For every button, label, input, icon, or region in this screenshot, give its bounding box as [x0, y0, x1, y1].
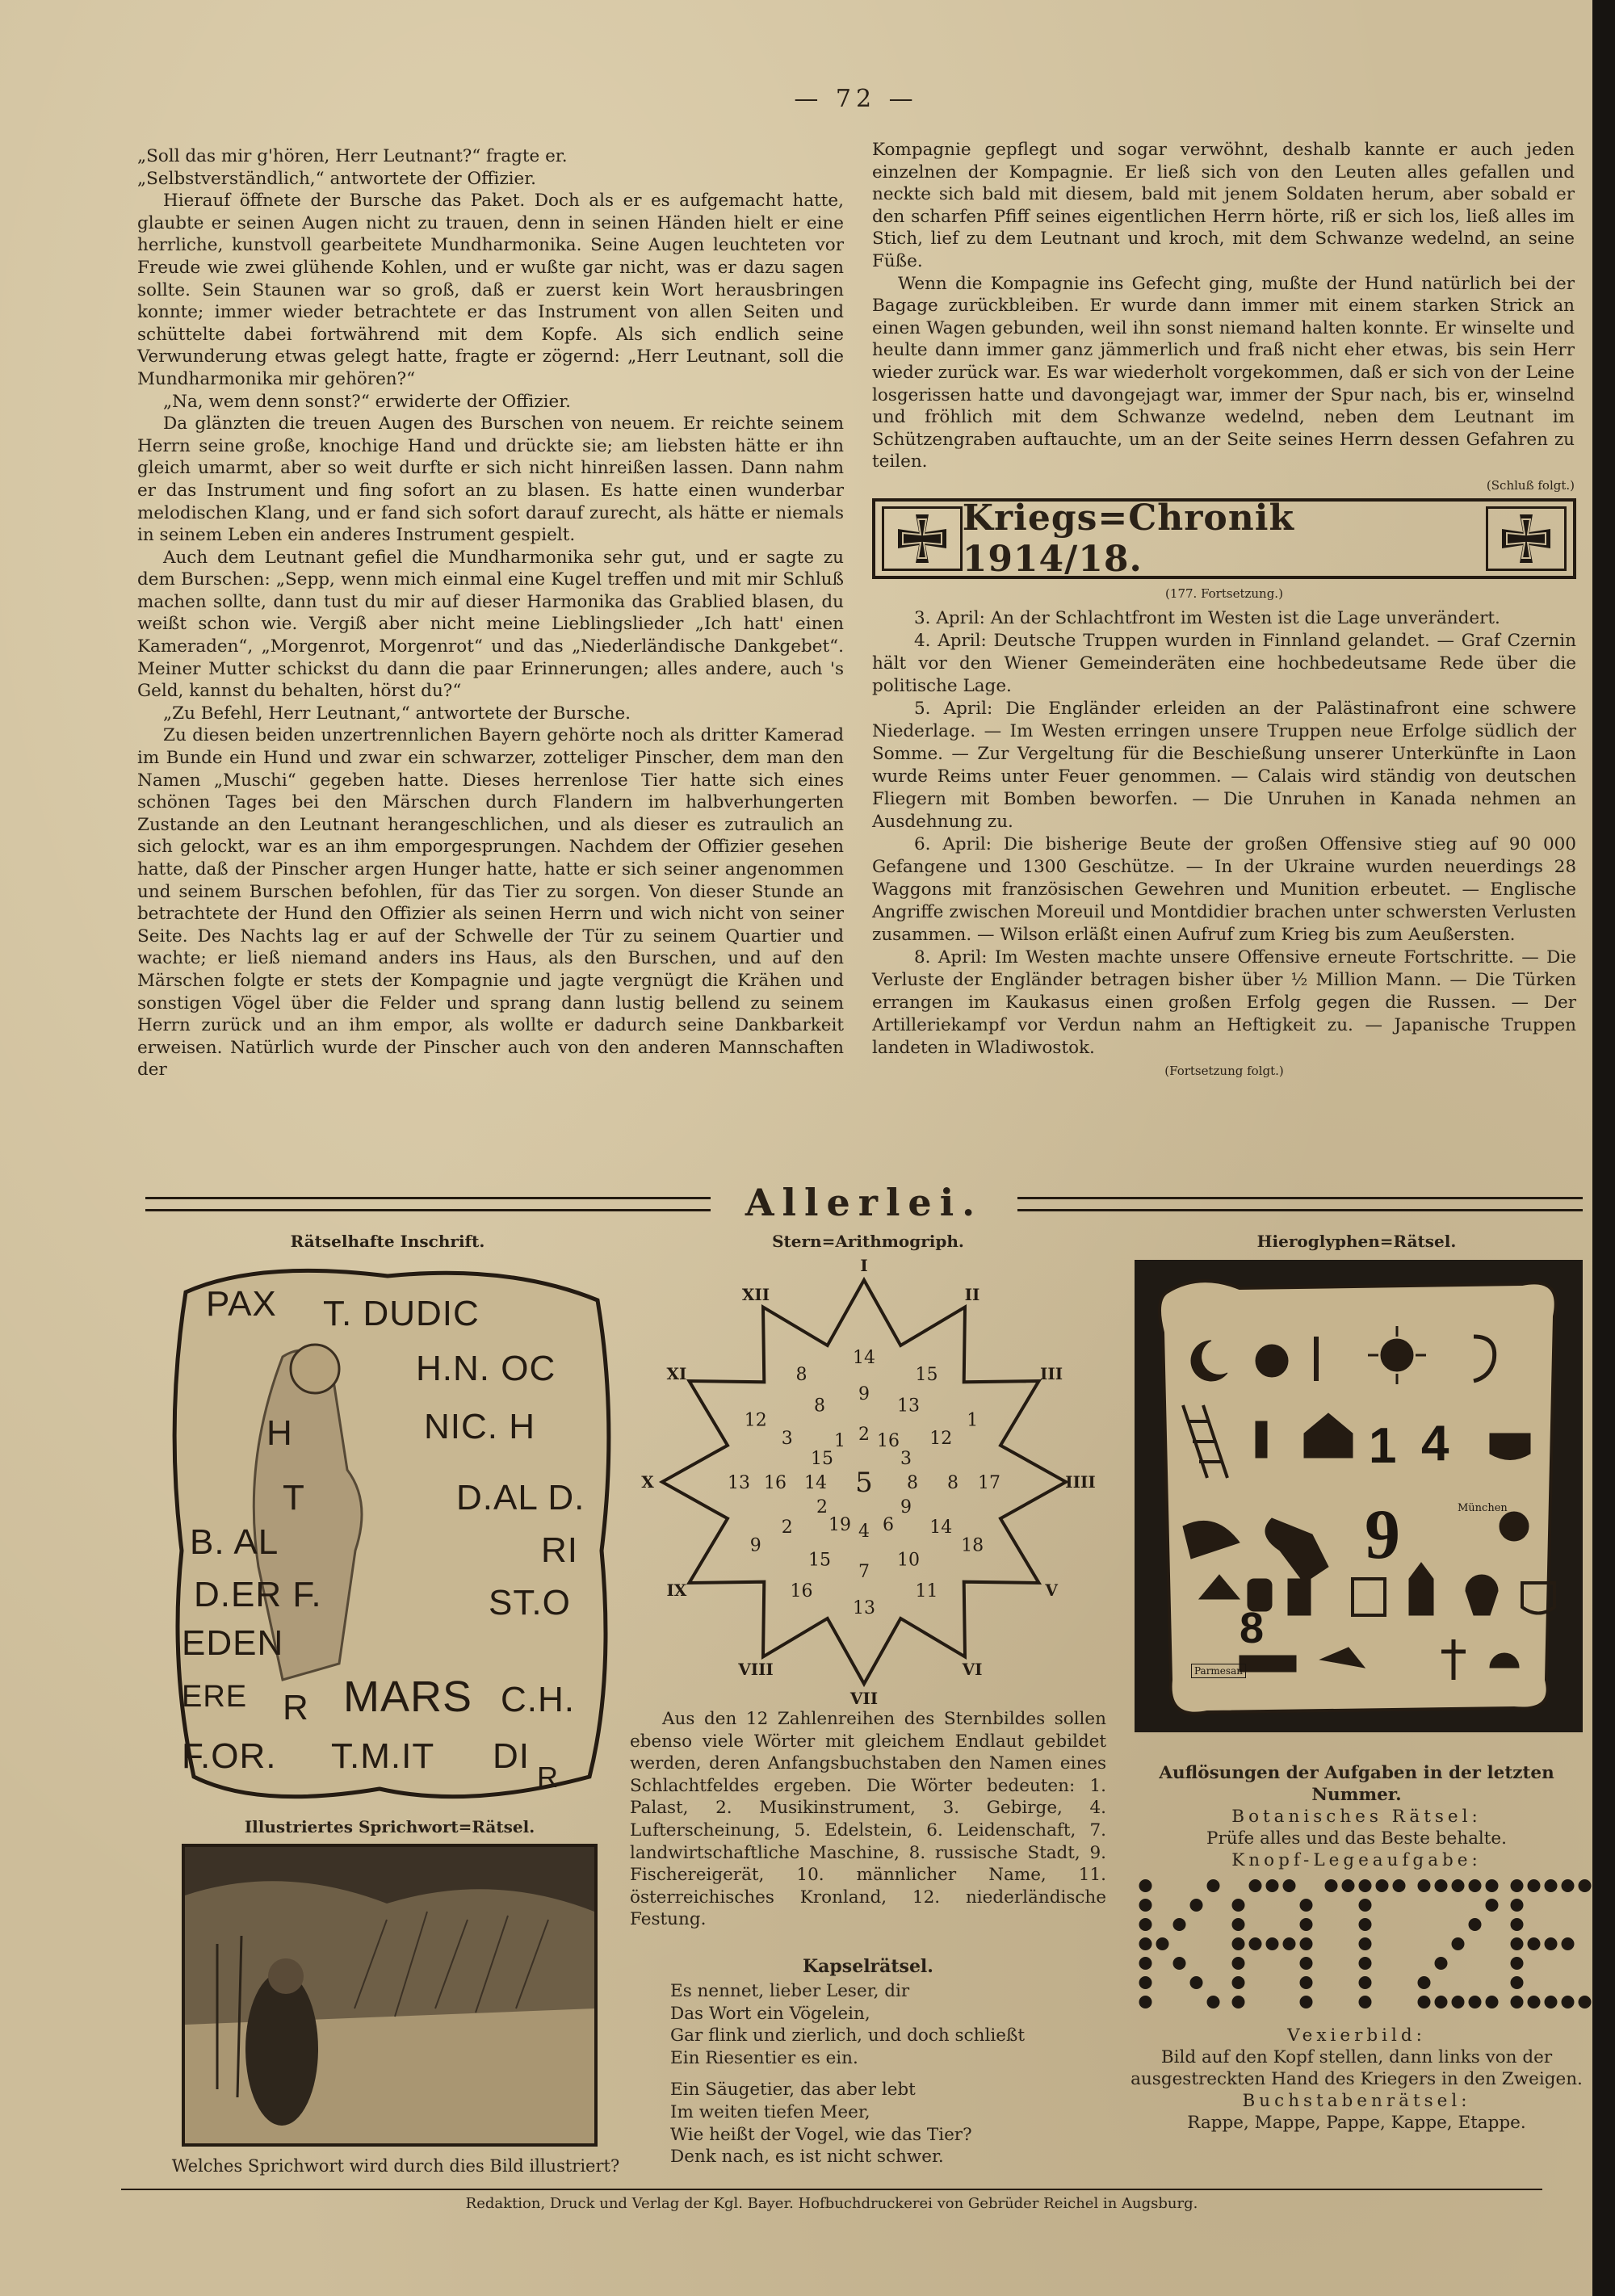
inscription-text: H.N. OC	[416, 1349, 556, 1388]
star-number: 8	[947, 1473, 959, 1493]
button-dot	[1190, 1899, 1203, 1912]
button-dot	[1528, 1937, 1541, 1950]
star-numeral: VIII	[738, 1660, 774, 1680]
star-number: 2	[858, 1425, 870, 1445]
star-number: 3	[900, 1449, 912, 1469]
inscription-text: F.OR.	[182, 1736, 277, 1776]
chronik-title: Kriegs=Chronik 1914/18.	[962, 497, 1294, 580]
chronik-entry: 5. April: Die Engländer erleiden an der Palästinafront eine schwere Niederlage. — Im Westen erringen unsere Truppen neue Erfolge südlich der Somme. — Zur Vergeltung für die Beschießung unserer Unterkünfte in Laon wurde Reims unter Feuer genommen. — Calais wird ständig von deutschen Fliegern mit Bomben beworfen. — Die Unruhen in Kanada nehmen an Ausdehnung zu.	[872, 699, 1576, 832]
button-dot	[1325, 1879, 1338, 1892]
button-dot	[1300, 1996, 1313, 2008]
button-dot	[1418, 1976, 1431, 1989]
inscription-text: ERE	[182, 1680, 248, 1714]
button-dot	[1232, 1899, 1245, 1912]
button-dots-diagram	[1130, 1876, 1583, 2021]
button-dot	[1528, 1879, 1541, 1892]
button-dot	[1139, 1918, 1152, 1931]
button-dot	[1266, 1879, 1279, 1892]
star-numeral: V	[1045, 1580, 1058, 1600]
star-number: 10	[897, 1550, 920, 1571]
proverb-caption: Welches Sprichwort wird durch dies Bild illustriert?	[171, 2156, 620, 2176]
button-dot	[1511, 1899, 1524, 1912]
allerlei-header	[145, 1181, 1583, 1229]
story-column-right	[872, 139, 1575, 497]
poem-line: Das Wort ein Vögelein,	[670, 2003, 870, 2024]
story-column-left	[137, 145, 844, 1081]
inscription-text: ST.O	[489, 1583, 571, 1622]
scan-edge	[1592, 0, 1615, 2296]
star-number: 16	[790, 1581, 813, 1602]
star-number: 12	[744, 1410, 767, 1431]
button-dot	[1139, 1996, 1152, 2008]
star-number: 8	[907, 1473, 918, 1493]
solution-text: Bild auf den Kopf stellen, dann links von der ausgestreckten Hand des Kriegers in den Zweigen.	[1130, 2047, 1583, 2089]
button-dot	[1342, 1879, 1355, 1892]
solution-label: Buchstabenrätsel:	[1242, 2091, 1471, 2111]
hieroglyph-title: Hieroglyphen=Rätsel.	[1256, 1232, 1457, 1251]
star-number: 1	[834, 1431, 845, 1451]
star-number: 1	[967, 1410, 979, 1431]
paragraph: Zu diesen beiden unzertrennlichen Bayern gehörte noch als dritter Kamerad im Bunde ein Hund und zwar ein schwarzer, zotteliger Pinscher, dem man den Namen „Muschi“ gegeben hatte. Dieses herrenlose Tier hatte sich eines schönen Tages bei den Märschen durch Flandern im halbverhungerten Zustande an den Leutnant herangeschlichen, und als dieser es zutraulich an sich gelockt, war es an ihm emporgesprungen. Nachdem der Offizier gesehen hatte, daß der Pinscher argen Hunger hatte, hatte er sich seiner angenommen und seinem Burschen befohlen, für das Tier zu sorgen. Von dieser Stunde an betrachtete der Hund den Offizier als seinen Herrn und wich nicht von seiner Seite. Des Nachts lag er auf der Schwelle der Tür zu seinem Quartier und wachte; er ließ niemand anders ins Haus, als den Burschen, und auf den Märschen folgte er stets der Kompagnie und jagte vergnügt die Krähen und sonstigen Vögel über die Felder und sprang dann lustig bellend zu seinem Herrn zurück und an ihm empor, als wollte er dadurch seine Dankbarkeit erweisen. Natürlich wurde der Pinscher auch von den anderen Mannschaften der	[137, 725, 844, 1081]
button-dot	[1139, 1899, 1152, 1912]
hieroglyph-illustration	[1135, 1260, 1583, 1732]
star-number: 9	[900, 1497, 912, 1517]
button-dot	[1545, 1937, 1558, 1950]
star-number: 14	[804, 1473, 827, 1493]
imprint-footer: Redaktion, Druck und Verlag der Kgl. Bayer. Hofbuchdruckerei von Gebrüder Reichel in Augsburg.	[121, 2189, 1542, 2212]
button-dot	[1545, 1879, 1558, 1892]
glyph-number-4: 4	[1421, 1416, 1449, 1471]
star-numeral: X	[641, 1472, 654, 1492]
solution-text: Rappe, Mappe, Pappe, Kappe, Etappe.	[1187, 2113, 1526, 2133]
button-dot	[1300, 1976, 1313, 1989]
button-dot	[1300, 1899, 1313, 1912]
star-number: 8	[795, 1364, 808, 1385]
button-dot	[1359, 1879, 1372, 1892]
button-dot	[1579, 1879, 1592, 1892]
button-dot	[1511, 1957, 1524, 1970]
button-dot	[1452, 1937, 1465, 1950]
button-dot	[1232, 1976, 1245, 1989]
button-dot	[1486, 1879, 1499, 1892]
button-dot	[1359, 1996, 1372, 2008]
star-numeral: XII	[741, 1284, 770, 1304]
inscription-text: R	[283, 1688, 309, 1727]
star-number: 15	[915, 1364, 938, 1385]
button-dot	[1418, 1996, 1431, 2008]
storm-scene-icon	[185, 1847, 594, 2143]
star-number: 3	[781, 1429, 793, 1449]
star-number: 5	[855, 1467, 873, 1499]
paragraph: „Zu Befehl, Herr Leutnant,“ antwortete der Bursche.	[163, 703, 631, 724]
paragraph: „Selbstverständlich,“ antwortete der Offizier.	[137, 168, 536, 189]
star-numeral: III	[1040, 1364, 1063, 1383]
inscription-text: B. AL	[190, 1522, 279, 1562]
star-number: 14	[853, 1348, 875, 1368]
inscription-title: Rätselhafte Inschrift.	[290, 1232, 485, 1251]
star-number: 17	[978, 1473, 1000, 1493]
star-number: 6	[883, 1515, 894, 1535]
chronik-entry: 8. April: Im Westen machte unsere Offensive erneute Fortschritte. — Die Verluste der Engländer betragen bisher über ½ Million Mann. — Die Türken errangen im Kaukasus einen großen Erfolg gegen die Russen. — Der Artilleriekampf vor Verdun nahm an Heftigkeit zu. — Japanische Truppen landeten in Wladiwostok.	[872, 947, 1576, 1058]
inscription-text: T	[283, 1478, 305, 1517]
continuation-note: (Schluß folgt.)	[1486, 477, 1575, 493]
paragraph: Wenn die Kompagnie ins Gefecht ging, mußte der Hund natürlich bei der Bagage zurückbleiben. Er wurde dann immer mit einem starken Strick an einen Wagen gebunden, weil ihn sonst niemand halten konnte. Er winselte und heulte dann immer ganz jämmerlich und fraß nicht eher etwas, bis sein Herr wieder zurück war. Es war wiederholt vorgekommen, daß er sich von der Leine losgerissen hatte und davongejagt war, immer der Spur nach, bis er, winselnd und fröhlich mit dem Schwanze wedelnd, neben dem Leutnant im Schützengraben auftauchte, um an der Seite seines Herrn dessen Gefahren zu teilen.	[872, 273, 1575, 472]
paragraph: Da glänzten die treuen Augen des Burschen von neuem. Er reichte seinem Herrn seine große, knochige Hand und drückte sie; am liebsten hätte er ihn gleich umarmt, aber so weit durfte er sich nicht hinreißen lassen. Dann nahm er das Instrument und fing sofort an zu blasen. Es hatte einen wunderbar melodischen Klang, und er fand sich sofort darauf zurecht, als hätte er niemals in seinem Leben ein anderes Instrument gespielt.	[137, 413, 844, 546]
button-dot	[1469, 1996, 1482, 2008]
button-dot	[1511, 1918, 1524, 1931]
button-dot	[1173, 1957, 1186, 1970]
paragraph: Auch dem Leutnant gefiel die Mundharmonika sehr gut, und er sagte zu dem Burschen: „Sepp, wenn mich einmal eine Kugel treffen und mit mir Schluß machen sollte, dann tust du mir auf dieser Harmonika das Grablied blasen, du weißt schon wie. Vergiß aber nicht meine Lieblingslieder „Ich hatt' einen Kameraden“, „Morgenrot, Morgenrot“ und das „Niederländische Dankgebet“. Meiner Mutter schickst du dann die paar Erinnerungen; alles andere, auch 's Geld, kannst du behalten, hörst du?“	[137, 547, 844, 702]
glyph-number-9: 9	[1365, 1496, 1400, 1574]
star-number: 15	[808, 1550, 831, 1571]
star-puzzle	[638, 1256, 1096, 1708]
kapsel-title: Kapselrätsel.	[803, 1956, 933, 1977]
button-dot	[1418, 1879, 1431, 1892]
button-dot	[1359, 1899, 1372, 1912]
inscription-text: R	[537, 1761, 559, 1794]
button-dot	[1359, 1976, 1372, 1989]
inscription-illustration	[162, 1260, 618, 1809]
inscription-text: MARS	[343, 1673, 473, 1721]
star-diagram	[638, 1256, 1096, 1708]
inscription-text: T.M.IT	[331, 1736, 435, 1776]
button-dot	[1232, 1957, 1245, 1970]
chronik-entries	[872, 607, 1576, 1082]
button-dot	[1173, 1918, 1186, 1931]
inscription-text: D.AL D.	[456, 1478, 585, 1517]
star-number: 9	[749, 1535, 761, 1556]
poem-line: Ein Säugetier, das aber lebt	[670, 2080, 916, 2101]
parchment-scroll-icon	[1135, 1260, 1583, 1732]
glyph-number-1: 1	[1369, 1418, 1397, 1474]
inscription-text: D.ER F.	[194, 1575, 322, 1614]
button-dot	[1232, 1996, 1245, 2008]
button-dot	[1452, 1879, 1465, 1892]
button-dot	[1452, 1996, 1465, 2008]
star-number: 14	[929, 1517, 953, 1538]
chronik-entry: 4. April: Deutsche Truppen wurden in Finnland gelandet. — Graf Czernin hält vor den Wiener Gemeinderäten eine hochbedeutsame Rede über die politische Lage.	[872, 631, 1576, 696]
chronik-entry: 6. April: Die bisherige Beute der großen Offensive stieg auf 90 000 Gefangene und 1300 Geschütze. — In der Ukraine wurden neuerdings 28 Waggons mit französischen Gewehren und Munition erbeutet. — Englische Angriffe zwischen Moreuil und Montdidier brachen unter schwersten Verlusten zusammen. — Wilson erläßt einen Aufruf zum Krieg bis zum Aeußersten.	[872, 834, 1576, 945]
inscription-text: H	[266, 1413, 293, 1453]
star-number: 15	[811, 1449, 833, 1469]
button-dot	[1139, 1976, 1152, 1989]
star-number: 13	[897, 1396, 920, 1417]
button-dot	[1232, 1918, 1245, 1931]
star-number: 18	[961, 1535, 984, 1556]
poem-line: Im weiten tiefen Meer,	[670, 2101, 870, 2122]
button-dot	[1139, 1957, 1152, 1970]
star-text: Aus den 12 Zahlenreihen des Sternbildes sollen ebenso viele Wörter mit gleichem Endlaut gebildet werden, deren Anfangsbuchstaben den Namen eines Schlachtfeldes ergeben. Die Wörter bedeuten: 1. Palast, 2. Musikinstrument, 3. Gebirge, 4. Lufterscheinung, 5. Edelstein, 6. Leidenschaft, 7. landwirtschaftliche Maschine, 8. russische Stadt, 9. Fischereigerät, 10. männlicher Name, 11. österreichisches Kronland, 12. niederländische Festung.	[630, 1709, 1106, 1930]
solution-text: Prüfe alles und das Beste behalte.	[1206, 1828, 1507, 1849]
button-dot	[1435, 1879, 1448, 1892]
button-dot	[1232, 1937, 1245, 1950]
button-dot	[1283, 1937, 1296, 1950]
inscription-text: RI	[541, 1530, 578, 1570]
iron-cross-icon	[896, 513, 948, 565]
star-number: 4	[858, 1522, 870, 1542]
poem-line: Es nennet, lieber Leser, dir	[670, 1981, 910, 2001]
button-dot	[1562, 1937, 1575, 1950]
button-dot	[1469, 1918, 1482, 1931]
iron-cross-right	[1486, 506, 1567, 571]
button-dot	[1486, 1899, 1499, 1912]
button-dot	[1562, 1879, 1575, 1892]
button-dot	[1300, 1918, 1313, 1931]
glyph-label-parmesan: Parmesan	[1191, 1664, 1246, 1678]
page-number: — 72 —	[794, 85, 918, 113]
button-dot	[1562, 1996, 1575, 2008]
star-number: 13	[728, 1473, 750, 1493]
button-dot	[1139, 1879, 1152, 1892]
star-numeral: IX	[666, 1580, 687, 1600]
kapsel-poem	[670, 1980, 1106, 2168]
poem-line: Ein Riesentier es ein.	[670, 2047, 858, 2068]
glyph-label-muenchen: München	[1458, 1502, 1508, 1514]
button-dot	[1359, 1957, 1372, 1970]
star-number: 2	[781, 1517, 793, 1538]
iron-cross-icon	[1500, 513, 1552, 565]
star-numeral: XI	[666, 1364, 687, 1383]
chronik-subtitle: (177. Fortsetzung.)	[1165, 586, 1283, 601]
button-dot	[1393, 1879, 1406, 1892]
button-dot	[1579, 1996, 1592, 2008]
chronik-banner	[872, 498, 1576, 579]
inscription-text: DI	[493, 1736, 530, 1776]
inscription-text: PAX	[206, 1284, 277, 1324]
poem-line: Denk nach, es ist nicht schwer.	[670, 2147, 944, 2168]
iron-cross-left	[882, 506, 963, 571]
button-dot	[1435, 1957, 1448, 1970]
star-numeral: I	[860, 1256, 868, 1275]
button-word-katze	[1130, 1876, 1583, 2021]
inscription-text: T. DUDIC	[323, 1294, 480, 1333]
solution-label: Vexierbild:	[1287, 2025, 1426, 2046]
star-numeral: VII	[849, 1689, 879, 1708]
solution-label: Botanisches Rätsel:	[1231, 1807, 1482, 1827]
paragraph: „Na, wem denn sonst?“ erwiderte der Offizier.	[163, 391, 571, 412]
star-number: 12	[929, 1429, 953, 1449]
star-number: 16	[877, 1431, 900, 1451]
proverb-illustration	[182, 1844, 598, 2147]
poem-line: Gar flink und zierlich, und doch schließt	[670, 2025, 1025, 2046]
button-dot	[1249, 1879, 1262, 1892]
star-number: 11	[915, 1581, 938, 1602]
button-dot	[1300, 1957, 1313, 1970]
star-title: Stern=Arithmogriph.	[772, 1232, 964, 1251]
star-number: 16	[764, 1473, 787, 1493]
solutions-title: Auflösungen der Aufgaben in der letzten Nummer.	[1159, 1763, 1554, 1805]
glyph-number-8: 8	[1240, 1604, 1265, 1652]
button-dot	[1511, 1996, 1524, 2008]
star-number: 2	[816, 1497, 828, 1517]
inscription-text: EDEN	[182, 1623, 284, 1663]
allerlei-title: Allerlei.	[745, 1181, 984, 1224]
star-number: 7	[858, 1562, 870, 1582]
continuation-note: (Fortsetzung folgt.)	[1164, 1064, 1284, 1078]
star-numeral: II	[964, 1284, 980, 1304]
chronik-entry: 3. April: An der Schlachtfront im Westen ist die Lage unverändert.	[914, 608, 1500, 628]
button-dot	[1207, 1996, 1220, 2008]
star-numeral: IIII	[1065, 1472, 1096, 1492]
star-number: 8	[814, 1396, 825, 1417]
button-dot	[1300, 1937, 1313, 1950]
solution-label: Knopf-Legeaufgabe:	[1231, 1850, 1482, 1870]
button-dot	[1190, 1976, 1203, 1989]
button-dot	[1469, 1879, 1482, 1892]
button-dot	[1435, 1996, 1448, 2008]
inscription-text: C.H.	[501, 1680, 575, 1719]
inscription-text: NIC. H	[424, 1407, 535, 1446]
button-dot	[1486, 1996, 1499, 2008]
button-dot	[1376, 1879, 1389, 1892]
proverb-title: Illustriertes Sprichwort=Rätsel.	[244, 1817, 535, 1836]
button-dot	[1511, 1976, 1524, 1989]
button-dot	[1511, 1879, 1524, 1892]
paragraph: Kompagnie gepflegt und sogar verwöhnt, deshalb kannte er auch jeden einzelnen der Kompagnie. Er ließ sich von den Leuten alles gefallen und neckte sich bald mit diesem, bald mit jenem Soldaten herum, aber sobald er den scharfen Pfiff seines eigentlichen Herrn hörte, riß er sich los, ließ alles im Stich, lief zu dem Leutnant und kroch, mit dem Schwanze wedelnd, an seine Füße.	[872, 140, 1575, 271]
button-dot	[1283, 1879, 1296, 1892]
star-numeral: VI	[962, 1660, 983, 1680]
star-number: 19	[828, 1515, 851, 1535]
button-dot	[1156, 1937, 1169, 1950]
button-dot	[1511, 1937, 1524, 1950]
solutions-section	[1122, 1762, 1591, 2134]
star-number: 9	[858, 1384, 870, 1404]
button-dot	[1207, 1879, 1220, 1892]
paragraph: „Soll das mir g'hören, Herr Leutnant?“ fragte er.	[137, 146, 568, 166]
star-description	[630, 1708, 1106, 1931]
button-dot	[1545, 1996, 1558, 2008]
paragraph: Hierauf öffnete der Bursche das Paket. Doch als er es aufgemacht hatte, glaubte er seinen Augen nicht zu trauen, denn in seinen Händen hielt er eine herrliche, kunstvoll gearbeitete Mundharmonika. Seine Augen leuchteten vor Freude wie zwei glühende Kohlen, und er wußte gar nicht, was er dazu sagen sollte. Sein Staunen war so groß, daß er zuerst kein Wort herausbringen konnte; immer wieder betrachtete er das Instrument von allen Seiten und schüttelte dabei fortwährend mit dem Kopfe. Als sich endlich seine Verwunderung etwas gelegt hatte, fragte er zögernd: „Herr Leutnant, soll die Mundharmonika mir gehören?“	[137, 191, 844, 389]
button-dot	[1139, 1937, 1152, 1950]
button-dot	[1359, 1918, 1372, 1931]
star-number: 13	[853, 1598, 875, 1618]
button-dot	[1528, 1996, 1541, 2008]
button-dot	[1249, 1937, 1262, 1950]
button-dot	[1359, 1937, 1372, 1950]
poem-line: Wie heißt der Vogel, wie das Tier?	[670, 2124, 972, 2145]
button-dot	[1266, 1937, 1279, 1950]
